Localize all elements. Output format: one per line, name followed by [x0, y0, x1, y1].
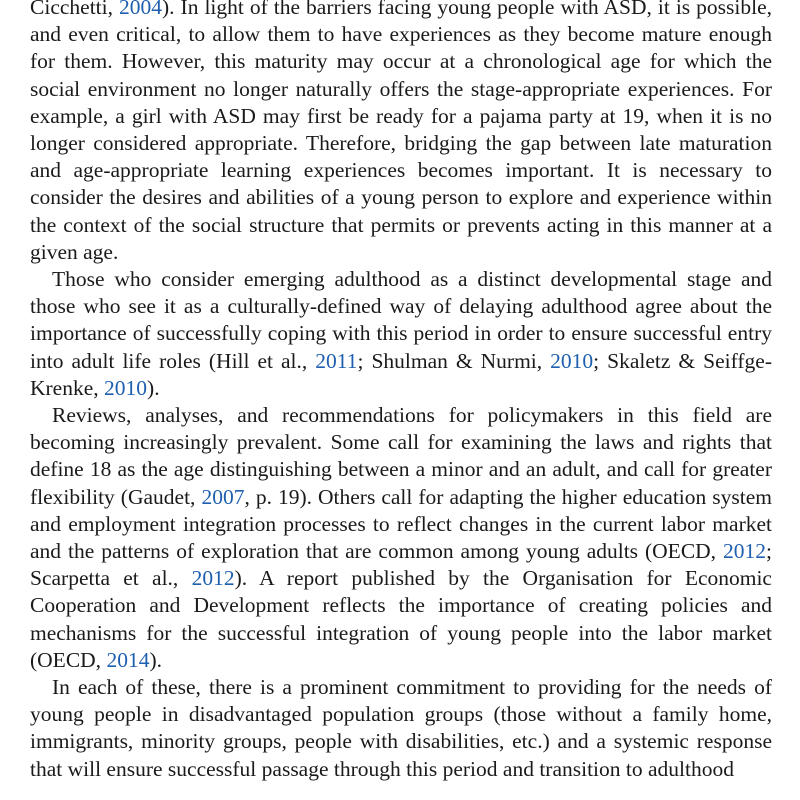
citation-year-link[interactable]: 2010 [104, 375, 148, 400]
paragraph-text: ). [149, 647, 162, 672]
paragraph-text: Cicchetti, [30, 0, 119, 19]
paragraph-text: Reviews, analyses, and recommendations for policymakers in this field are becoming increasingly prevalent. Some call for examining the laws and rights that define 18 as the age distinguishing between a minor and an adult, and call for greater flexibility (Gaudet, [30, 403, 772, 509]
paragraph [30, 402, 772, 674]
citation-year-link[interactable]: 2011 [315, 348, 358, 373]
citation-year-link[interactable]: 2012 [723, 539, 767, 564]
paragraph [30, 0, 772, 266]
paragraph-text: ; Shulman & Nurmi, [357, 348, 551, 373]
paragraph-text: ; Scarpetta et al., [30, 539, 772, 591]
citation-year-link[interactable]: 2014 [106, 647, 150, 672]
paragraph-text: Those who consider emerging adulthood as a distinct developmental stage and those who see it as a culturally-defined way of delaying adulthood agree about the importance of successfully coping with this period in order to ensure successful entry into adult life roles (Hill et al., [30, 267, 772, 373]
paragraph-text: ). A report published by the Organisation for Economic Cooperation and Development reflects the importance of creating policies and mechanisms for the successful integration of young people into the labor market (OECD, [30, 566, 772, 672]
paragraph [30, 674, 772, 783]
paragraph [30, 266, 772, 402]
citation-year-link[interactable]: 2012 [191, 566, 235, 591]
citation-year-link[interactable]: 2007 [201, 484, 245, 509]
paragraph-text: ). [147, 375, 160, 400]
paragraph-text: , p. 19). Others call for adapting the higher education system and employment integration processes to reflect changes in the current labor market and the patterns of exploration that are common among young adults (OECD, [30, 484, 772, 564]
citation-year-link[interactable]: 2010 [550, 348, 594, 373]
paragraph-text: In each of these, there is a prominent commitment to providing for the needs of young people in disadvantaged population groups (those without a family home, immigrants, minority groups, people with disabilities, etc.) and a systemic response that will ensure successful passage through this period and transition to adulthood [30, 675, 772, 781]
citation-year-link[interactable]: 2004 [119, 0, 162, 19]
paragraph-text: ; Skaletz & Seiffge-Krenke, [30, 348, 772, 400]
paragraph-text: ). In light of the barriers facing young people with ASD, it is possible, and even critical, to allow them to have experiences as they become mature enough for them. However, this maturity may occur at a chronological age for which the social environment no longer naturally offers the stage-appropriate experiences. For example, a girl with ASD may first be ready for a pajama party at 19, when it is no longer considered appropriate. Therefore, bridging the gap between late maturation and age-appropriate learning experiences becomes important. It is necessary to consider the desires and abilities of a young person to explore and experience within the context of the social structure that permits or prevents acting in this manner at a given age. [30, 0, 773, 264]
